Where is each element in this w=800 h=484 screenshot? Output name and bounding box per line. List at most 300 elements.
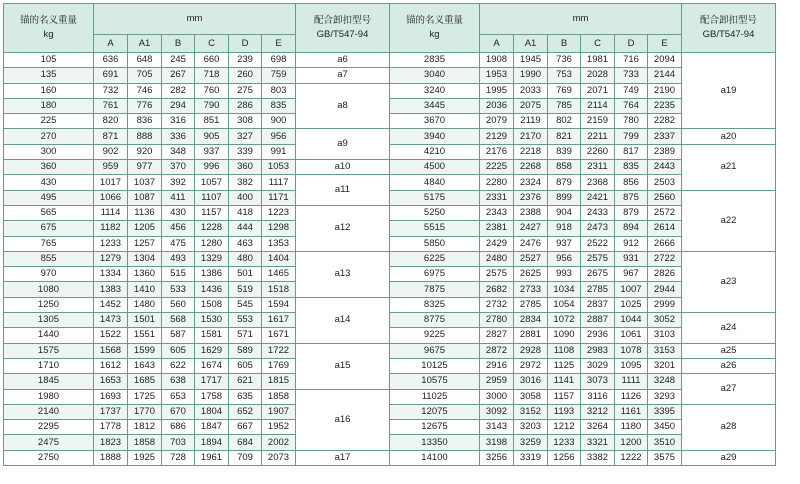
- left-cell: 1305: [4, 313, 94, 328]
- right-cell: 2527: [514, 251, 548, 266]
- right-cell: 3000: [480, 389, 514, 404]
- right-cell: 1141: [548, 374, 581, 389]
- right-cell: 2666: [648, 236, 682, 251]
- left-cell: 360: [229, 160, 262, 175]
- left-shackle-cell: a9: [296, 129, 390, 160]
- left-cell: 1629: [195, 343, 229, 358]
- right-cell: 2376: [514, 190, 548, 205]
- left-cell: 652: [229, 404, 262, 419]
- right-cell: 3395: [648, 404, 682, 419]
- right-cell: 716: [615, 53, 648, 68]
- left-cell: 430: [4, 175, 94, 190]
- right-cell: 2972: [514, 358, 548, 373]
- left-cell: 1758: [195, 389, 229, 404]
- left-cell: 871: [94, 129, 128, 144]
- left-cell: 1228: [195, 221, 229, 236]
- right-cell: 3321: [581, 435, 615, 450]
- left-cell: 1581: [195, 328, 229, 343]
- left-cell: 709: [229, 450, 262, 465]
- left-cell: 282: [162, 83, 195, 98]
- right-cell: 5250: [390, 205, 480, 220]
- left-cell: 1386: [195, 267, 229, 282]
- left-cell: 605: [229, 358, 262, 373]
- left-cell: 267: [162, 68, 195, 83]
- left-cell: 1157: [195, 205, 229, 220]
- right-cell: 1161: [615, 404, 648, 419]
- right-shackle-cell: a26: [682, 358, 776, 373]
- left-shackle-cell: a10: [296, 160, 390, 175]
- right-cell: 1090: [548, 328, 581, 343]
- right-cell: 11025: [390, 389, 480, 404]
- right-cell: 2381: [480, 221, 514, 236]
- right-cell: 839: [548, 144, 581, 159]
- right-cell: 2268: [514, 160, 548, 175]
- right-cell: 3293: [648, 389, 682, 404]
- right-cell: 1200: [615, 435, 648, 450]
- left-cell: 1473: [94, 313, 128, 328]
- right-cell: 12675: [390, 420, 480, 435]
- left-cell: 444: [229, 221, 262, 236]
- shackle-header: [296, 4, 390, 53]
- left-cell: 765: [4, 236, 94, 251]
- right-cell: 2837: [581, 297, 615, 312]
- left-cell: 1329: [195, 251, 229, 266]
- left-cell: 135: [4, 68, 94, 83]
- right-cell: 2225: [480, 160, 514, 175]
- left-cell: 1205: [128, 221, 162, 236]
- right-cell: 8775: [390, 313, 480, 328]
- table-row: [4, 190, 776, 205]
- col-header-right-1: A1: [514, 35, 548, 53]
- left-cell: 760: [195, 83, 229, 98]
- right-cell: 799: [615, 129, 648, 144]
- right-cell: 1072: [548, 313, 581, 328]
- col-header-right-0: A: [480, 35, 514, 53]
- right-cell: 736: [548, 53, 581, 68]
- left-cell: 480: [229, 251, 262, 266]
- left-cell: 855: [4, 251, 94, 266]
- left-cell: 920: [128, 144, 162, 159]
- left-cell: 1643: [128, 358, 162, 373]
- left-cell: 1066: [94, 190, 128, 205]
- left-cell: 1722: [262, 343, 296, 358]
- left-cell: 160: [4, 83, 94, 98]
- right-cell: 3264: [581, 420, 615, 435]
- left-cell: 648: [128, 53, 162, 68]
- left-cell: 1223: [262, 205, 296, 220]
- right-cell: 3319: [514, 450, 548, 465]
- right-cell: 5175: [390, 190, 480, 205]
- right-cell: 2826: [648, 267, 682, 282]
- left-shackle-cell: a11: [296, 175, 390, 206]
- right-cell: 1212: [548, 420, 581, 435]
- left-cell: 1053: [262, 160, 296, 175]
- right-cell: 2928: [514, 343, 548, 358]
- left-shackle-cell: a14: [296, 297, 390, 343]
- right-cell: 749: [615, 83, 648, 98]
- left-cell: 1925: [128, 450, 162, 465]
- left-cell: 836: [128, 114, 162, 129]
- right-cell: 2028: [581, 68, 615, 83]
- left-cell: 1725: [128, 389, 162, 404]
- left-cell: 1298: [262, 221, 296, 236]
- table-row: [4, 435, 776, 450]
- left-cell: 553: [229, 313, 262, 328]
- left-cell: 1280: [195, 236, 229, 251]
- left-cell: 670: [162, 404, 195, 419]
- left-cell: 300: [4, 144, 94, 159]
- left-cell: 1383: [94, 282, 128, 297]
- right-cell: 2936: [581, 328, 615, 343]
- left-cell: 1823: [94, 435, 128, 450]
- shackle-header-label: 配合卸扣型号: [313, 15, 371, 26]
- left-cell: 635: [229, 389, 262, 404]
- right-cell: 2916: [480, 358, 514, 373]
- left-cell: 1480: [128, 297, 162, 312]
- left-cell: 1778: [94, 420, 128, 435]
- standard-label: GB/T547-94: [316, 29, 369, 40]
- left-cell: 1961: [195, 450, 229, 465]
- left-cell: 1674: [195, 358, 229, 373]
- right-cell: 1945: [514, 53, 548, 68]
- weight-header-label-right: 锚的名义重量: [405, 15, 463, 26]
- left-cell: 1907: [262, 404, 296, 419]
- right-cell: 2159: [581, 114, 615, 129]
- left-cell: 533: [162, 282, 195, 297]
- left-cell: 1717: [195, 374, 229, 389]
- right-cell: 2280: [480, 175, 514, 190]
- left-cell: 1551: [128, 328, 162, 343]
- left-cell: 691: [94, 68, 128, 83]
- right-cell: 879: [615, 205, 648, 220]
- right-cell: 904: [548, 205, 581, 220]
- right-cell: 937: [548, 236, 581, 251]
- left-cell: 1360: [128, 267, 162, 282]
- right-cell: 1078: [615, 343, 648, 358]
- table-row: [4, 267, 776, 282]
- left-cell: 418: [229, 205, 262, 220]
- right-cell: 2780: [480, 313, 514, 328]
- left-cell: 1107: [195, 190, 229, 205]
- right-cell: 753: [548, 68, 581, 83]
- mm-header: mm: [94, 4, 296, 35]
- left-cell: 501: [229, 267, 262, 282]
- right-cell: 1111: [615, 374, 648, 389]
- right-cell: 2421: [581, 190, 615, 205]
- right-cell: 2443: [648, 160, 682, 175]
- left-shackle-cell: a13: [296, 251, 390, 297]
- right-cell: 2732: [480, 297, 514, 312]
- right-cell: 1061: [615, 328, 648, 343]
- left-cell: 1858: [262, 389, 296, 404]
- left-cell: 275: [229, 83, 262, 98]
- left-cell: 260: [229, 68, 262, 83]
- right-cell: 2331: [480, 190, 514, 205]
- left-shackle-cell: a6: [296, 53, 390, 68]
- left-cell: 327: [229, 129, 262, 144]
- left-cell: 759: [262, 68, 296, 83]
- right-cell: 2827: [480, 328, 514, 343]
- right-cell: 858: [548, 160, 581, 175]
- right-cell: 1222: [615, 450, 648, 465]
- right-cell: 2480: [480, 251, 514, 266]
- right-cell: 4840: [390, 175, 480, 190]
- right-cell: 3058: [514, 389, 548, 404]
- left-cell: 1037: [128, 175, 162, 190]
- right-cell: 875: [615, 190, 648, 205]
- table-row: [4, 236, 776, 251]
- right-cell: 2170: [514, 129, 548, 144]
- right-cell: 993: [548, 267, 581, 282]
- right-cell: 3259: [514, 435, 548, 450]
- left-cell: 820: [94, 114, 128, 129]
- table-row: [4, 343, 776, 358]
- col-header-left-5: E: [262, 35, 296, 53]
- left-cell: 1334: [94, 267, 128, 282]
- right-cell: 2682: [480, 282, 514, 297]
- left-cell: 605: [162, 343, 195, 358]
- right-cell: 1125: [548, 358, 581, 373]
- left-cell: 1804: [195, 404, 229, 419]
- left-cell: 636: [94, 53, 128, 68]
- right-cell: 780: [615, 114, 648, 129]
- right-shackle-cell: a22: [682, 190, 776, 251]
- weight-header-label: 锚的名义重量: [19, 15, 77, 26]
- right-cell: 2075: [514, 98, 548, 113]
- right-shackle-cell: a28: [682, 404, 776, 450]
- left-cell: 360: [4, 160, 94, 175]
- left-cell: 732: [94, 83, 128, 98]
- right-cell: 1180: [615, 420, 648, 435]
- right-cell: 2785: [581, 282, 615, 297]
- right-cell: 1025: [615, 297, 648, 312]
- right-cell: 2235: [648, 98, 682, 113]
- right-cell: 1233: [548, 435, 581, 450]
- left-cell: 1888: [94, 450, 128, 465]
- right-cell: 13350: [390, 435, 480, 450]
- left-cell: 519: [229, 282, 262, 297]
- right-cell: 2427: [514, 221, 548, 236]
- right-shackle-cell: a19: [682, 53, 776, 129]
- right-cell: 2944: [648, 282, 682, 297]
- right-cell: 10575: [390, 374, 480, 389]
- left-cell: 660: [195, 53, 229, 68]
- right-cell: 2343: [480, 205, 514, 220]
- right-cell: 2079: [480, 114, 514, 129]
- right-cell: 2881: [514, 328, 548, 343]
- left-cell: 1508: [195, 297, 229, 312]
- table-row: [4, 404, 776, 419]
- mm-header-right: mm: [480, 4, 682, 35]
- left-cell: 675: [4, 221, 94, 236]
- right-cell: 2572: [648, 205, 682, 220]
- table-row: [4, 297, 776, 312]
- right-cell: 1953: [480, 68, 514, 83]
- left-cell: 2475: [4, 435, 94, 450]
- table-row: [4, 68, 776, 83]
- right-cell: 2176: [480, 144, 514, 159]
- left-cell: 621: [229, 374, 262, 389]
- right-cell: 4210: [390, 144, 480, 159]
- right-cell: 899: [548, 190, 581, 205]
- left-cell: 568: [162, 313, 195, 328]
- right-cell: 3575: [648, 450, 682, 465]
- left-cell: 1710: [4, 358, 94, 373]
- left-cell: 1257: [128, 236, 162, 251]
- table-row: [4, 205, 776, 220]
- left-cell: 1770: [128, 404, 162, 419]
- left-cell: 545: [229, 297, 262, 312]
- left-cell: 336: [162, 129, 195, 144]
- right-cell: 2835: [390, 53, 480, 68]
- right-cell: 2260: [581, 144, 615, 159]
- right-cell: 967: [615, 267, 648, 282]
- left-cell: 746: [128, 83, 162, 98]
- left-cell: 587: [162, 328, 195, 343]
- right-cell: 2625: [514, 267, 548, 282]
- left-cell: 1653: [94, 374, 128, 389]
- left-cell: 495: [4, 190, 94, 205]
- right-cell: 9675: [390, 343, 480, 358]
- left-cell: 239: [229, 53, 262, 68]
- left-cell: 245: [162, 53, 195, 68]
- right-cell: 2094: [648, 53, 682, 68]
- right-shackle-cell: a24: [682, 313, 776, 344]
- right-cell: 2560: [648, 190, 682, 205]
- left-cell: 1017: [94, 175, 128, 190]
- left-cell: 2140: [4, 404, 94, 419]
- left-cell: 1057: [195, 175, 229, 190]
- table-row: [4, 251, 776, 266]
- left-cell: 728: [162, 450, 195, 465]
- right-cell: 2785: [514, 297, 548, 312]
- right-cell: 2337: [648, 129, 682, 144]
- left-cell: 316: [162, 114, 195, 129]
- right-cell: 3256: [480, 450, 514, 465]
- left-cell: 703: [162, 435, 195, 450]
- standard-label-right: GB/T547-94: [702, 29, 755, 40]
- right-cell: 5850: [390, 236, 480, 251]
- right-cell: 769: [548, 83, 581, 98]
- table-row: [4, 83, 776, 98]
- right-cell: 3670: [390, 114, 480, 129]
- right-cell: 2429: [480, 236, 514, 251]
- left-cell: 698: [262, 53, 296, 68]
- right-cell: 835: [615, 160, 648, 175]
- left-cell: 1087: [128, 190, 162, 205]
- right-cell: 879: [548, 175, 581, 190]
- left-cell: 1452: [94, 297, 128, 312]
- right-cell: 2190: [648, 83, 682, 98]
- right-cell: 2282: [648, 114, 682, 129]
- left-cell: 411: [162, 190, 195, 205]
- right-cell: 3940: [390, 129, 480, 144]
- right-cell: 3510: [648, 435, 682, 450]
- right-cell: 3198: [480, 435, 514, 450]
- right-cell: 7875: [390, 282, 480, 297]
- left-cell: 1410: [128, 282, 162, 297]
- right-cell: 1126: [615, 389, 648, 404]
- left-cell: 977: [128, 160, 162, 175]
- table-row: [4, 114, 776, 129]
- right-cell: 2368: [581, 175, 615, 190]
- right-cell: 3450: [648, 420, 682, 435]
- left-cell: 493: [162, 251, 195, 266]
- right-cell: 856: [615, 175, 648, 190]
- right-cell: 2388: [514, 205, 548, 220]
- left-cell: 776: [128, 98, 162, 113]
- col-header-left-1: A1: [128, 35, 162, 53]
- right-cell: 2211: [581, 129, 615, 144]
- right-cell: 802: [548, 114, 581, 129]
- right-cell: 2324: [514, 175, 548, 190]
- left-cell: 270: [4, 129, 94, 144]
- right-cell: 821: [548, 129, 581, 144]
- right-cell: 931: [615, 251, 648, 266]
- table-row: [4, 282, 776, 297]
- left-shackle-cell: a7: [296, 68, 390, 83]
- left-cell: 560: [162, 297, 195, 312]
- left-cell: 475: [162, 236, 195, 251]
- left-cell: 956: [262, 129, 296, 144]
- left-cell: 970: [4, 267, 94, 282]
- right-cell: 14100: [390, 450, 480, 465]
- left-cell: 1568: [94, 343, 128, 358]
- right-cell: 3201: [648, 358, 682, 373]
- right-shackle-cell: a25: [682, 343, 776, 358]
- col-header-left-2: B: [162, 35, 195, 53]
- right-cell: 3029: [581, 358, 615, 373]
- right-cell: 3143: [480, 420, 514, 435]
- right-cell: 6225: [390, 251, 480, 266]
- right-cell: 2983: [581, 343, 615, 358]
- left-cell: 1304: [128, 251, 162, 266]
- right-cell: 2036: [480, 98, 514, 113]
- right-cell: 2614: [648, 221, 682, 236]
- right-cell: 2834: [514, 313, 548, 328]
- table-row: [4, 450, 776, 465]
- right-cell: 2071: [581, 83, 615, 98]
- left-cell: 653: [162, 389, 195, 404]
- right-cell: 2144: [648, 68, 682, 83]
- right-shackle-cell: a27: [682, 374, 776, 405]
- left-cell: 686: [162, 420, 195, 435]
- right-cell: 1193: [548, 404, 581, 419]
- left-cell: 851: [195, 114, 229, 129]
- left-cell: 105: [4, 53, 94, 68]
- left-cell: 1518: [262, 282, 296, 297]
- left-shackle-cell: a16: [296, 389, 390, 450]
- col-header-left-0: A: [94, 35, 128, 53]
- left-cell: 1436: [195, 282, 229, 297]
- shackle-header-label-right: 配合卸扣型号: [699, 15, 757, 26]
- left-cell: 937: [195, 144, 229, 159]
- right-cell: 2389: [648, 144, 682, 159]
- left-cell: 1693: [94, 389, 128, 404]
- right-cell: 918: [548, 221, 581, 236]
- left-cell: 667: [229, 420, 262, 435]
- left-cell: 959: [94, 160, 128, 175]
- right-cell: 1095: [615, 358, 648, 373]
- right-cell: 785: [548, 98, 581, 113]
- table-row: [4, 160, 776, 175]
- right-cell: 3203: [514, 420, 548, 435]
- right-cell: 10125: [390, 358, 480, 373]
- right-cell: 2218: [514, 144, 548, 159]
- col-header-right-2: B: [548, 35, 581, 53]
- right-cell: 1256: [548, 450, 581, 465]
- right-cell: 3152: [514, 404, 548, 419]
